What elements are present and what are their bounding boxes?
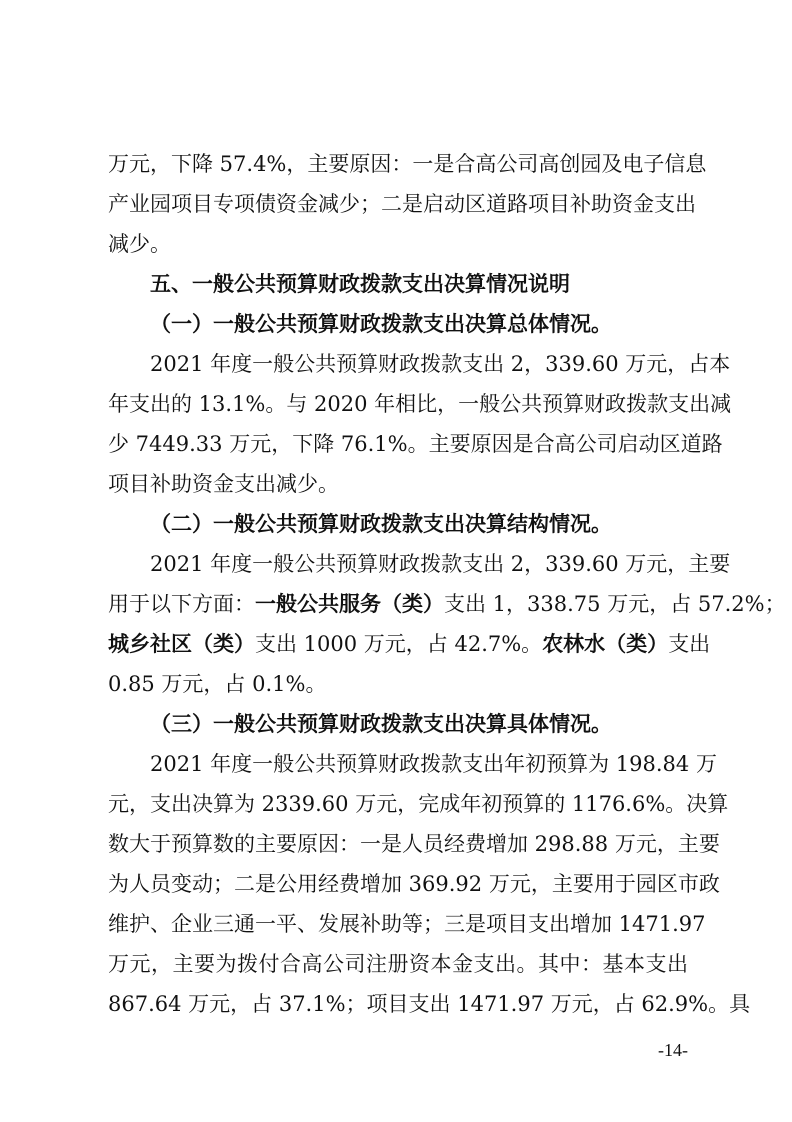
text-line: 万元，主要为拨付合高公司注册资本金支出。其中：基本支出 [108, 952, 688, 976]
text-line: 维护、企业三通一平、发展补助等；三是项目支出增加 1471.97 [108, 912, 706, 936]
text-line [108, 624, 711, 664]
text-line: 少 7449.33 万元，下降 76.1%。主要原因是合高公司启动区道路 [108, 432, 723, 456]
bold-category: 一般公共服务（类） [255, 591, 444, 616]
text-span: 支出 1000 万元，占 42.7%。 [255, 632, 543, 656]
text-line: 0.85 万元，占 0.1%。 [108, 672, 327, 696]
text-line: 2021 年度一般公共预算财政拨款支出 2，339.60 万元，主要 [150, 552, 731, 576]
text-line: 2021 年度一般公共预算财政拨款支出 2，339.60 万元，占本 [150, 352, 731, 376]
text-line: 2021 年度一般公共预算财政拨款支出年初预算为 198.84 万 [150, 752, 717, 776]
text-line: 为人员变动；二是公用经费增加 369.92 万元，主要用于园区市政 [108, 872, 720, 896]
bold-category: 农林水（类） [542, 631, 669, 656]
text-span: 用于以下方面： [108, 592, 255, 616]
subsection-title: （一）一般公共预算财政拨款支出决算总体情况。 [150, 311, 612, 336]
text-line: 万元，下降 57.4%，主要原因：一是合高公司高创园及电子信息 [108, 152, 707, 176]
text-line: 产业园项目专项债资金减少；二是启动区道路项目补助资金支出 [108, 192, 696, 216]
subsection-title: （二）一般公共预算财政拨款支出决算结构情况。 [150, 511, 612, 536]
text-line: 减少。 [108, 232, 171, 256]
text-line: 项目补助资金支出减少。 [108, 472, 339, 496]
text-line: 元，支出决算为 2339.60 万元，完成年初预算的 1176.6%。决算 [108, 792, 729, 816]
text-span: 支出 1，338.75 万元，占 57.2%； [444, 592, 786, 616]
subsection-title: （三）一般公共预算财政拨款支出决算具体情况。 [150, 711, 612, 736]
text-line [108, 584, 786, 624]
text-line: 年支出的 13.1%。与 2020 年相比，一般公共预算财政拨款支出减 [108, 392, 732, 416]
text-span: 支出 [668, 632, 711, 656]
section-heading: 五、一般公共预算财政拨款支出决算情况说明 [150, 272, 570, 296]
text-line: 867.64 万元，占 37.1%；项目支出 1471.97 万元，占 62.9%。具 [108, 992, 751, 1016]
bold-category: 城乡社区（类） [108, 631, 255, 656]
text-line: 数大于预算数的主要原因：一是人员经费增加 298.88 万元，主要 [108, 832, 720, 856]
page-number: -14- [658, 1040, 688, 1060]
